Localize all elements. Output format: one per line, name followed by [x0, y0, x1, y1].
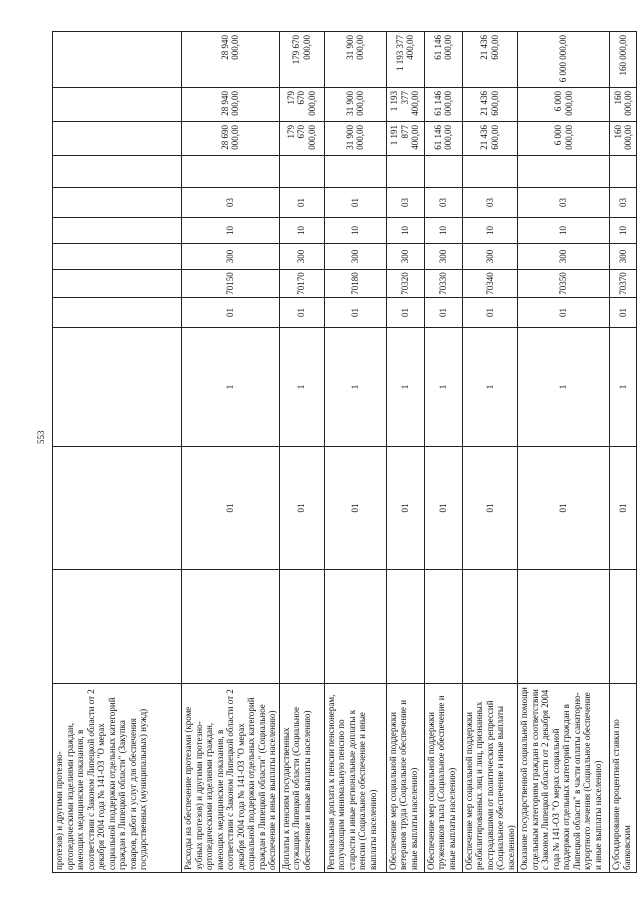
description-cell: Обеспечение мер социальной поддержки тружеников тыла (Социальное обеспечение и иные выплаты населению)	[424, 684, 462, 873]
value-2025-cell: 31 900 000,00	[324, 88, 386, 122]
program-code-cell: 01	[324, 447, 386, 570]
value-2024-cell: 1 191 877 400,00	[386, 122, 424, 156]
expense-type-cell: 300	[518, 244, 610, 270]
program-code-cell: 01	[610, 447, 637, 570]
target-code-cell: 70340	[462, 270, 518, 298]
blank-code-cell	[279, 156, 324, 188]
target-code-cell: 70350	[518, 270, 610, 298]
target-code-cell: 70320	[386, 270, 424, 298]
program-part-cell	[53, 328, 182, 447]
section-code-cell: 10	[279, 218, 324, 244]
blank-code-cell	[424, 156, 462, 188]
budget-table	[52, 31, 637, 873]
expense-type-cell: 300	[324, 244, 386, 270]
value-2026-cell: 160 000,00	[610, 32, 637, 88]
target-code-cell: 70330	[424, 270, 462, 298]
table-row	[386, 32, 424, 873]
blank-code-cell	[182, 156, 280, 188]
description-cell: Региональная доплата к пенсии пенсионерам, получающим минимальную пенсию по старости и иные региональные доплаты к пенсии (Социальное обеспечение и иные выплаты населению)	[324, 684, 386, 873]
section-code-cell: 10	[182, 218, 280, 244]
description-cell: Обеспечение мер социальной поддержки ветеранов труда (Социальное обеспечение и иные выплаты населению)	[386, 684, 424, 873]
blank-code-cell	[518, 156, 610, 188]
section-code-cell: 10	[424, 218, 462, 244]
value-2026-cell: 6 000 000,00	[518, 32, 610, 88]
value-2026-cell	[53, 32, 182, 88]
program-part-cell: 1	[182, 328, 280, 447]
value-2025-cell: 160 000,00	[610, 88, 637, 122]
section-code-cell: 10	[518, 218, 610, 244]
subsection-code-cell: 03	[424, 188, 462, 218]
value-2025-cell	[53, 88, 182, 122]
table-row	[518, 32, 610, 873]
program-code-cell: 01	[462, 447, 518, 570]
value-2025-cell: 21 436 600,00	[462, 88, 518, 122]
value-2025-cell: 1 193 377 400,00	[386, 88, 424, 122]
table-row	[324, 32, 386, 873]
value-2024-cell	[53, 122, 182, 156]
table-row	[462, 32, 518, 873]
value-2024-cell: 61 146 000,00	[424, 122, 462, 156]
description-cell: Оказание государственной социальной помощи отдельным категориям граждан в соответствии с Законом Липецкой области от 2 декабря 2004 года № 141-ОЗ "О мерах социальной поддержки отдельных категорий граждан в Липецкой области" в части оплаты санаторно-курортного лечения (Социальное обеспечение и иные выплаты населению)	[518, 684, 610, 873]
target-code-cell: 70150	[182, 270, 280, 298]
blank-cell	[610, 570, 637, 684]
program-part-cell: 1	[324, 328, 386, 447]
description-cell: Доплаты к пенсиям государственных служащих Липецкой области (Социальное обеспечение и иные выплаты населению)	[279, 684, 324, 873]
value-2024-cell: 21 436 600,00	[462, 122, 518, 156]
rotated-table-wrapper	[52, 32, 633, 873]
value-2026-cell: 31 900 000,00	[324, 32, 386, 88]
blank-cell	[182, 570, 280, 684]
blank-cell	[518, 570, 610, 684]
subsection-code-cell: 03	[518, 188, 610, 218]
page-number: 553	[36, 430, 46, 444]
target-code-cell: 70180	[324, 270, 386, 298]
table-row	[279, 32, 324, 873]
program-sub-cell: 01	[424, 298, 462, 328]
expense-type-cell: 300	[386, 244, 424, 270]
blank-cell	[324, 570, 386, 684]
blank-cell	[386, 570, 424, 684]
description-cell: протезов) и другими протезно-ортопедическими изделиями граждан, имеющих медицинские показания, в соответствии с Законом Липецкой области от 2 декабря 2004 года № 141-ОЗ "О мерах социальной поддержки отдельных категорий граждан в Липецкой области" (Закупка товаров, работ и услуг для обеспечения государственных (муниципальных) нужд)	[53, 684, 182, 873]
blank-cell	[424, 570, 462, 684]
description-cell: Расходы на обеспечение протезами (кроме зубных протезов) и другими протезно-ортопедическими изделиями граждан, имеющих медицинские показания, в соответствии с Законом Липецкой области от 2 декабря 2004 года № 141-ОЗ "О мерах социальной поддержки отдельных категорий граждан в Липецкой области" (Социальное обеспечение и иные выплаты населению)	[182, 684, 280, 873]
value-2024-cell: 6 000 000,00	[518, 122, 610, 156]
blank-code-cell	[53, 156, 182, 188]
blank-code-cell	[610, 156, 637, 188]
program-part-cell: 1	[610, 328, 637, 447]
program-code-cell	[53, 447, 182, 570]
section-code-cell: 10	[610, 218, 637, 244]
value-2024-cell: 179 670 000,00	[279, 122, 324, 156]
subsection-code-cell: 03	[182, 188, 280, 218]
program-code-cell: 01	[386, 447, 424, 570]
program-part-cell: 1	[279, 328, 324, 447]
program-code-cell: 01	[182, 447, 280, 570]
value-2025-cell: 28 940 000,00	[182, 88, 280, 122]
section-code-cell	[53, 218, 182, 244]
value-2026-cell: 179 670 000,00	[279, 32, 324, 88]
program-part-cell: 1	[518, 328, 610, 447]
program-sub-cell: 01	[518, 298, 610, 328]
table-row	[182, 32, 280, 873]
table-row	[424, 32, 462, 873]
value-2024-cell: 31 900 000,00	[324, 122, 386, 156]
subsection-code-cell: 01	[279, 188, 324, 218]
program-code-cell: 01	[424, 447, 462, 570]
blank-code-cell	[386, 156, 424, 188]
expense-type-cell	[53, 244, 182, 270]
target-code-cell	[53, 270, 182, 298]
program-code-cell: 01	[518, 447, 610, 570]
expense-type-cell: 300	[279, 244, 324, 270]
value-2025-cell: 61 146 000,00	[424, 88, 462, 122]
value-2024-cell: 28 690 000,00	[182, 122, 280, 156]
program-sub-cell: 01	[610, 298, 637, 328]
expense-type-cell: 300	[424, 244, 462, 270]
expense-type-cell: 300	[182, 244, 280, 270]
value-2024-cell: 160 000,00	[610, 122, 637, 156]
blank-code-cell	[462, 156, 518, 188]
expense-type-cell: 300	[610, 244, 637, 270]
blank-cell	[53, 570, 182, 684]
value-2026-cell: 28 940 000,00	[182, 32, 280, 88]
value-2025-cell: 179 670 000,00	[279, 88, 324, 122]
subsection-code-cell: 03	[610, 188, 637, 218]
section-code-cell: 10	[386, 218, 424, 244]
description-cell: Обеспечение мер социальной поддержки реабилитированных лиц и лиц, признанных пострадавшими от политических репрессий (Социальное обеспечение и иные выплаты населению)	[462, 684, 518, 873]
target-code-cell: 70170	[279, 270, 324, 298]
program-sub-cell: 01	[462, 298, 518, 328]
subsection-code-cell: 03	[386, 188, 424, 218]
program-code-cell: 01	[279, 447, 324, 570]
value-2026-cell: 1 193 377 400,00	[386, 32, 424, 88]
program-sub-cell: 01	[182, 298, 280, 328]
table-row	[53, 32, 182, 873]
blank-cell	[279, 570, 324, 684]
table-row	[610, 32, 637, 873]
expense-type-cell: 300	[462, 244, 518, 270]
description-cell: Субсидирование процентной ставки по банковским	[610, 684, 637, 873]
program-sub-cell: 01	[386, 298, 424, 328]
value-2025-cell: 6 000 000,00	[518, 88, 610, 122]
section-code-cell: 10	[462, 218, 518, 244]
program-sub-cell: 01	[324, 298, 386, 328]
value-2026-cell: 61 146 000,00	[424, 32, 462, 88]
subsection-code-cell	[53, 188, 182, 218]
program-sub-cell: 01	[279, 298, 324, 328]
blank-code-cell	[324, 156, 386, 188]
blank-cell	[462, 570, 518, 684]
program-part-cell: 1	[424, 328, 462, 447]
program-part-cell: 1	[462, 328, 518, 447]
target-code-cell: 70370	[610, 270, 637, 298]
section-code-cell: 10	[324, 218, 386, 244]
program-part-cell: 1	[386, 328, 424, 447]
program-sub-cell	[53, 298, 182, 328]
subsection-code-cell: 03	[462, 188, 518, 218]
subsection-code-cell: 01	[324, 188, 386, 218]
value-2026-cell: 21 436 600,00	[462, 32, 518, 88]
